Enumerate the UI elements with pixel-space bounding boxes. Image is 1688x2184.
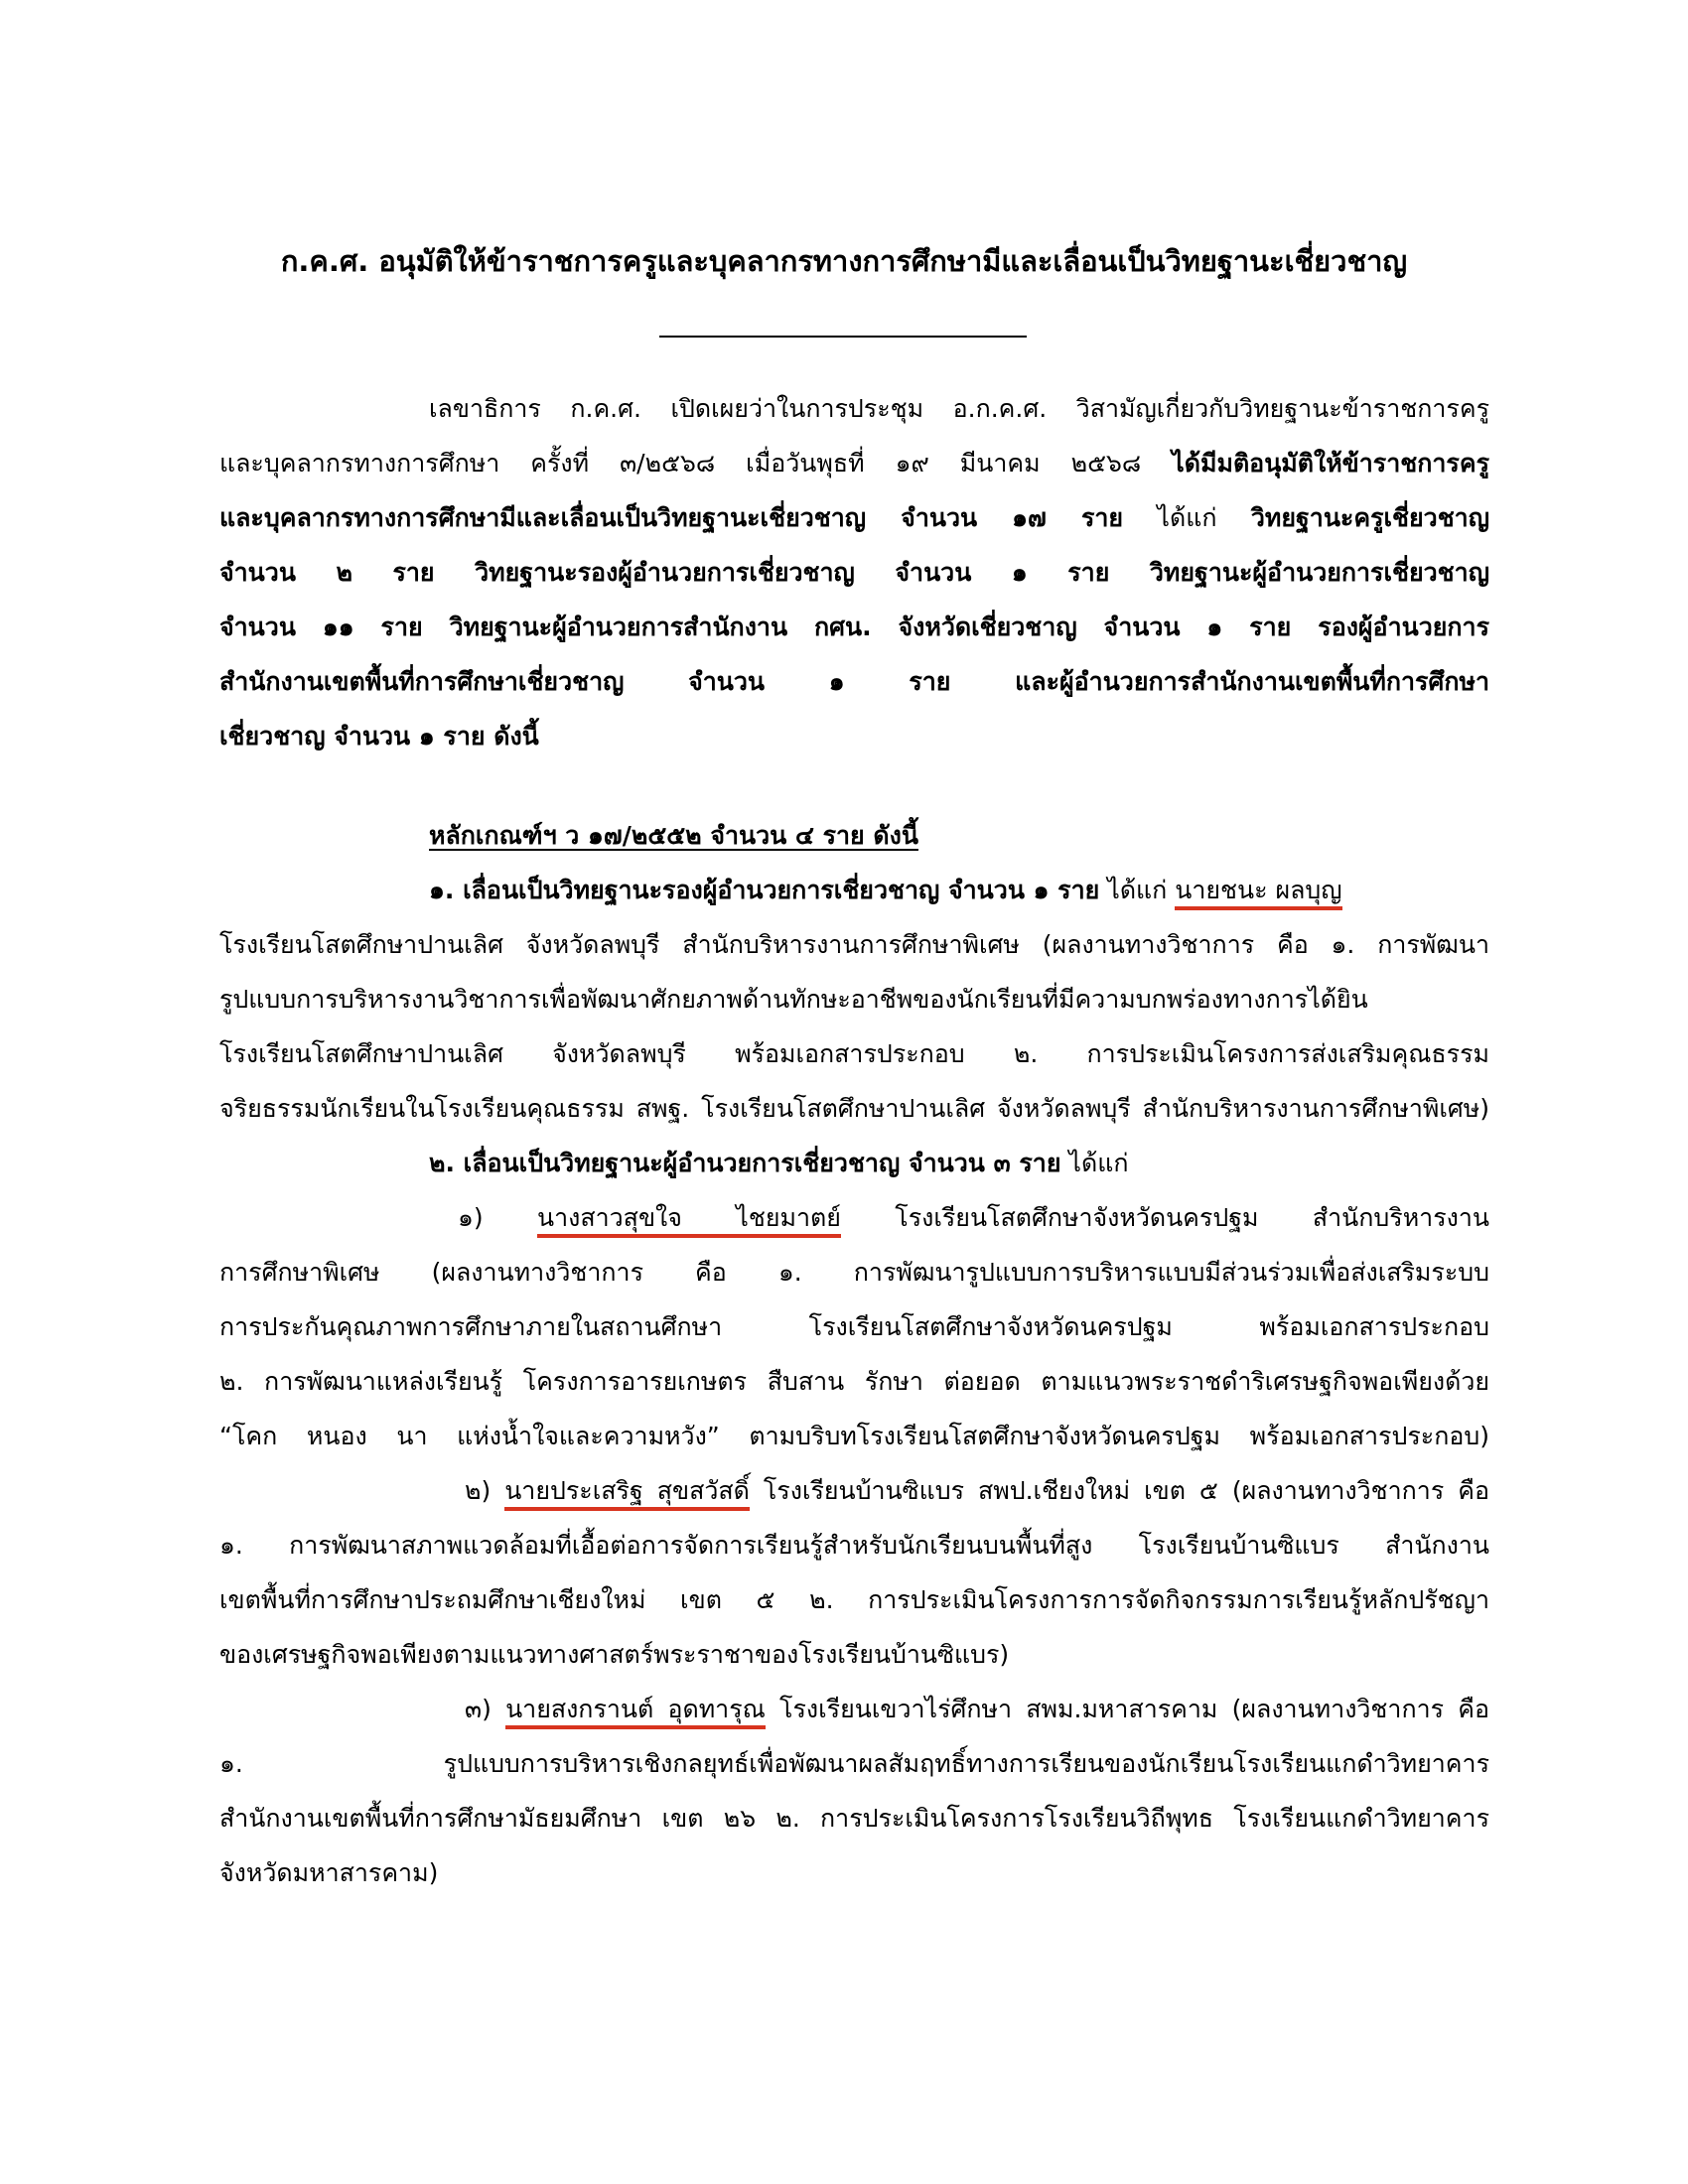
item2-connector: ได้แก่ — [1060, 1149, 1129, 1177]
intro-line-2 — [219, 444, 1489, 483]
intro-line-4: จำนวน ๒ ราย วิทยฐานะรองผู้อำนวยการเชี่ยวชาญ จำนวน ๑ ราย วิทยฐานะผู้อำนวยการเชี่ยวชาญ — [219, 558, 1489, 587]
item1-heading: ๑. เลื่อนเป็นวิทยฐานะรองผู้อำนวยการเชี่ยวชาญ จำนวน ๑ ราย — [429, 876, 1100, 904]
item2-p1-line-1 — [458, 1198, 1489, 1238]
item2-p1-line-3: การประกันคุณภาพการศึกษาภายในสถานศึกษา โรงเรียนโสตศึกษาจังหวัดนครปฐม พร้อมเอกสารประกอบ — [219, 1312, 1489, 1341]
item1-name: นายชนะ ผลบุญ — [1175, 876, 1341, 910]
item2-p3-text: โรงเรียนเขวาไร่ศึกษา สพม.มหาสารคาม (ผลงานทางวิชาการ คือ — [765, 1695, 1489, 1723]
item2-p2-number: ๒) — [465, 1476, 505, 1505]
intro-text: และบุคลากรทางการศึกษา ครั้งที่ ๓/๒๕๖๘ เมื่อวันพุธที่ ๑๙ มีนาคม ๒๕๖๘ — [219, 449, 1173, 478]
item2-p2-line-3: เขตพื้นที่การศึกษาประถมศึกษาเชียงใหม่ เขต ๕ ๒. การประเมินโครงการการจัดกิจกรรมการเรียนรู้หลักปรัชญา — [219, 1585, 1489, 1614]
item2-p2-line-4: ของเศรษฐกิจพอเพียงตามแนวทางศาสตร์พระราชาของโรงเรียนบ้านซิแบร) — [219, 1640, 1010, 1669]
item2-p1-line-2: การศึกษาพิเศษ (ผลงานทางวิชาการ คือ ๑. การพัฒนารูปแบบการบริหารแบบมีส่วนร่วมเพื่อส่งเสริมระบบ — [219, 1258, 1489, 1287]
item2-heading: ๒. เลื่อนเป็นวิทยฐานะผู้อำนวยการเชี่ยวชาญ จำนวน ๓ ราย — [429, 1149, 1061, 1177]
item1-line-3: รูปแบบการบริหารงานวิชาการเพื่อพัฒนาศักยภาพด้านทักษะอาชีพของนักเรียนที่มีความบกพร่องทางการได้ยิน — [219, 985, 1368, 1014]
intro-line-3 — [219, 498, 1489, 538]
intro-line-1: เลขาธิการ ก.ค.ศ. เปิดเผยว่าในการประชุม อ.ก.ค.ศ. วิสามัญเกี่ยวกับวิทยฐานะข้าราชการครู — [429, 394, 1489, 423]
item2-p3-line-1 — [465, 1690, 1489, 1729]
item2-p2-line-2: ๑. การพัฒนาสภาพแวดล้อมที่เอื้อต่อการจัดการเรียนรู้สำหรับนักเรียนบนพื้นที่สูง โรงเรียนบ้านซิแบร สำนักงาน — [219, 1531, 1489, 1560]
item1-line-2: โรงเรียนโสตศึกษาปานเลิศ จังหวัดลพบุรี สำนักบริหารงานการศึกษาพิเศษ (ผลงานทางวิชาการ คือ ๑. การพัฒนา — [219, 930, 1489, 959]
item1-connector: ได้แก่ — [1099, 876, 1176, 904]
item2-p3-number: ๓) — [465, 1695, 506, 1723]
intro-bold: วิทยฐานะครูเชี่ยวชาญ — [1250, 503, 1490, 532]
item1-heading-line — [429, 871, 1489, 910]
item2-p1-text: โรงเรียนโสตศึกษาจังหวัดนครปฐม สำนักบริหารงาน — [840, 1203, 1489, 1232]
intro-line-6: สำนักงานเขตพื้นที่การศึกษาเชี่ยวชาญ จำนวน ๑ ราย และผู้อำนวยการสำนักงานเขตพื้นที่การศึกษา — [219, 667, 1489, 696]
item2-p3-line-4: จังหวัดมหาสารคาม) — [219, 1858, 439, 1887]
item2-p1-name: นางสาวสุขใจ ไชยมาตย์ — [537, 1203, 841, 1238]
intro-line-5: จำนวน ๑๑ ราย วิทยฐานะผู้อำนวยการสำนักงาน กศน. จังหวัดเชี่ยวชาญ จำนวน ๑ ราย รองผู้อำนวยการ — [219, 613, 1489, 641]
criteria-heading: หลักเกณฑ์ฯ ว ๑๗/๒๕๕๒ จำนวน ๔ ราย ดังนี้ — [429, 821, 918, 850]
item2-p2-text: โรงเรียนบ้านซิแบร สพป.เชียงใหม่ เขต ๕ (ผลงานทางวิชาการ คือ — [749, 1476, 1489, 1505]
item2-p1-number: ๑) — [458, 1203, 538, 1232]
item2-p3-line-3: สำนักงานเขตพื้นที่การศึกษามัธยมศึกษา เขต ๒๖ ๒. การประเมินโครงการโรงเรียนวิถีพุทธ โรงเรียนแกดำวิทยาคาร — [219, 1804, 1489, 1833]
title-divider — [659, 336, 1027, 338]
item1-line-5: จริยธรรมนักเรียนในโรงเรียนคุณธรรม สพฐ. โรงเรียนโสตศึกษาปานเลิศ จังหวัดลพบุรี สำนักบริหารงานการศึกษาพิเศษ) — [219, 1094, 1489, 1123]
intro-bold: ได้มีมติอนุมัติให้ข้าราชการครู — [1172, 449, 1489, 478]
item2-p3-name: นายสงกรานต์ อุดทารุณ — [505, 1695, 766, 1729]
item2-p2-name: นายประเสริฐ สุขสวัสดิ์ — [504, 1476, 750, 1511]
item1-line-4: โรงเรียนโสตศึกษาปานเลิศ จังหวัดลพบุรี พร้อมเอกสารประกอบ ๒. การประเมินโครงการส่งเสริมคุณธรรม — [219, 1039, 1489, 1068]
item2-p3-line-2: ๑. รูปแบบการบริหารเชิงกลยุทธ์เพื่อพัฒนาผลสัมฤทธิ์ทางการเรียนของนักเรียนโรงเรียนแกดำวิทยาคาร — [219, 1749, 1489, 1778]
item2-p1-line-5: “โคก หนอง นา แห่งน้ำใจและความหวัง” ตามบริบทโรงเรียนโสตศึกษาจังหวัดนครปฐม พร้อมเอกสารประกอบ) — [219, 1422, 1489, 1450]
item2-p1-line-4: ๒. การพัฒนาแหล่งเรียนรู้ โครงการอารยเกษตร สืบสาน รักษา ต่อยอด ตามแนวพระราชดำริเศรษฐกิจพอเพียงด้วย — [219, 1367, 1489, 1396]
item2-p2-line-1 — [465, 1471, 1489, 1511]
document-title: ก.ค.ศ. อนุมัติให้ข้าราชการครูและบุคลากรทางการศึกษามีและเลื่อนเป็นวิทยฐานะเชี่ยวชาญ — [280, 244, 1408, 278]
intro-text: ได้แก่ — [1123, 503, 1251, 532]
item2-heading-line — [429, 1144, 1489, 1183]
intro-line-7: เชี่ยวชาญ จำนวน ๑ ราย ดังนี้ — [219, 722, 539, 751]
intro-bold: และบุคลากรทางการศึกษามีและเลื่อนเป็นวิทยฐานะเชี่ยวชาญ จำนวน ๑๗ ราย — [219, 503, 1124, 532]
